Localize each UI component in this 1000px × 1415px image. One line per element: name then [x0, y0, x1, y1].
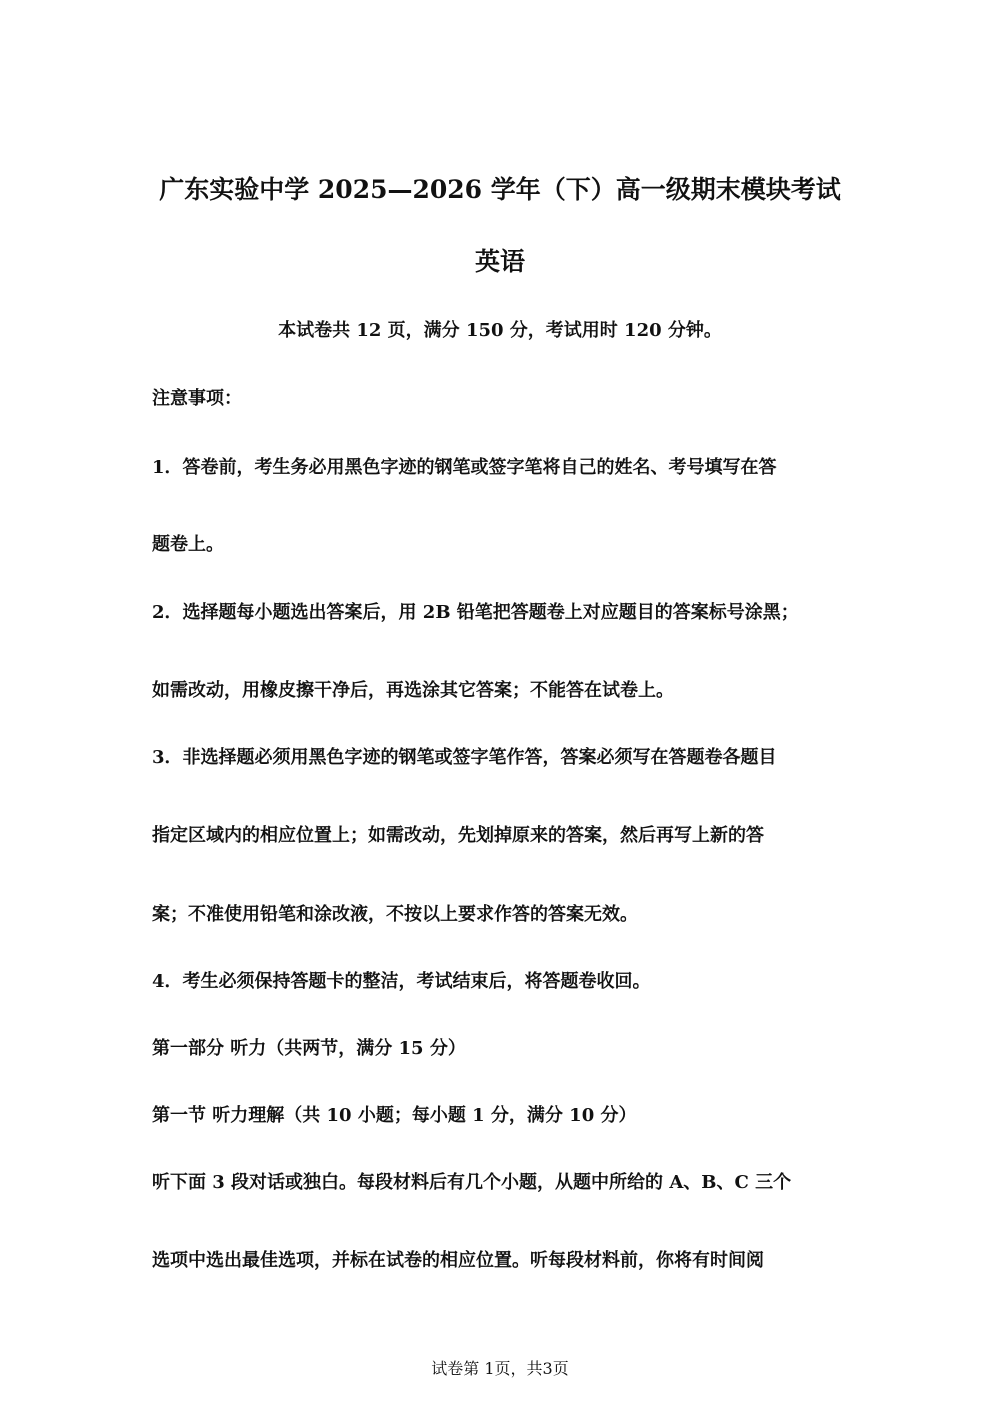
subject-title: 英语: [474, 247, 525, 276]
note-line: 如需改动，用橡皮擦干净后，再选涂其它答案；不能答在试卷上。: [152, 680, 674, 701]
part1-heading: 第一部分 听力（共两节，满分 15 分）: [152, 1038, 466, 1059]
note-line: 4．考生必须保持答题卡的整洁，考试结束后，将答题卷收回。: [152, 971, 651, 992]
notes-heading: 注意事项：: [152, 388, 242, 409]
note-line: 3．非选择题必须用黑色字迹的钢笔或签字笔作答，答案必须写在答题卷各题目: [152, 747, 777, 768]
note-line: 案；不准使用铅笔和涂改液，不按以上要求作答的答案无效。: [152, 904, 638, 925]
instruction-line: 选项中选出最佳选项，并标在试卷的相应位置。听每段材料前，你将有时间阅: [152, 1250, 764, 1271]
note-line: 1．答卷前，考生务必用黑色字迹的钢笔或签字笔将自己的姓名、考号填写在答: [152, 457, 777, 478]
exam-title: 广东实验中学 2025—2026 学年（下）高一级期末模块考试: [159, 175, 841, 204]
section1-heading: 第一节 听力理解（共 10 小题；每小题 1 分，满分 10 分）: [152, 1105, 637, 1126]
instruction-line: 听下面 3 段对话或独白。每段材料后有几个小题，从题中所给的 A、B、C 三个: [152, 1172, 792, 1193]
note-line: 题卷上。: [152, 534, 224, 555]
note-line: 2．选择题每小题选出答案后，用 2B 铅笔把答题卷上对应题目的答案标号涂黑；: [152, 602, 799, 623]
page-footer: 试卷第 1页，共3页: [431, 1359, 569, 1378]
note-line: 指定区域内的相应位置上；如需改动，先划掉原来的答案，然后再写上新的答: [152, 825, 764, 846]
exam-intro: 本试卷共 12 页，满分 150 分，考试用时 120 分钟。: [278, 320, 722, 341]
